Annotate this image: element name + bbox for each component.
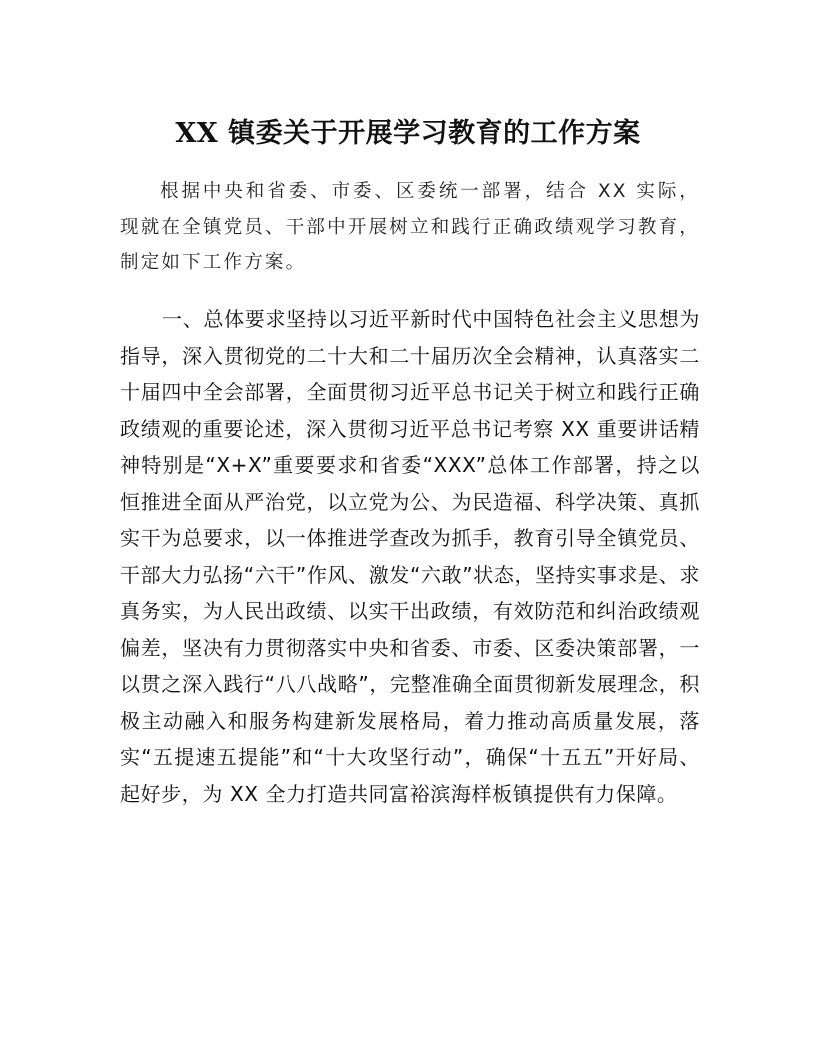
document-title: XX 镇委关于开展学习教育的工作方案 — [175, 118, 641, 149]
section-general-requirements: 一、总体要求坚持以习近平新时代中国特色社会主义思想为指导，深入贯彻党的二十大和二十届历次全会精神，认真落实二十届四中全会部署，全面贯彻习近平总书记关于树立和践行正确政绩观的重要论述，深入贯彻习近平总书记考察 XX 重要讲话精神特别是“X+X”重要要求和省委“XXX”总体工作部署，持之以恒推进全面从严治党，以立党为公、为民造福、科学决策、真抓实干为总要求，以一体推进学查改为抓手，教育引导全镇党员、干部大力弘扬“六干”作风、激发“六敢”状态，坚持实事求是、求真务实，为人民出政绩、以实干出政绩，有效防范和纠治政绩观偏差，坚决有力贯彻落实中央和省委、市委、区委决策部署，一以贯之深入践行“八八战略”，完整准确全面贯彻新发展理念，积极主动融入和服务构建新发展格局，着力推动高质量发展，落实“五提速五提能”和“十大攻坚行动”，确保“十五五”开好局、起好步，为 XX 全力打造共同富裕滨海样板镇提供有力保障。 — [120, 307, 700, 806]
intro-paragraph: 根据中央和省委、市委、区委统一部署，结合 XX 实际，现就在全镇党员、干部中开展树立和践行正确政绩观学习教育，制定如下工作方案。 — [120, 181, 700, 273]
